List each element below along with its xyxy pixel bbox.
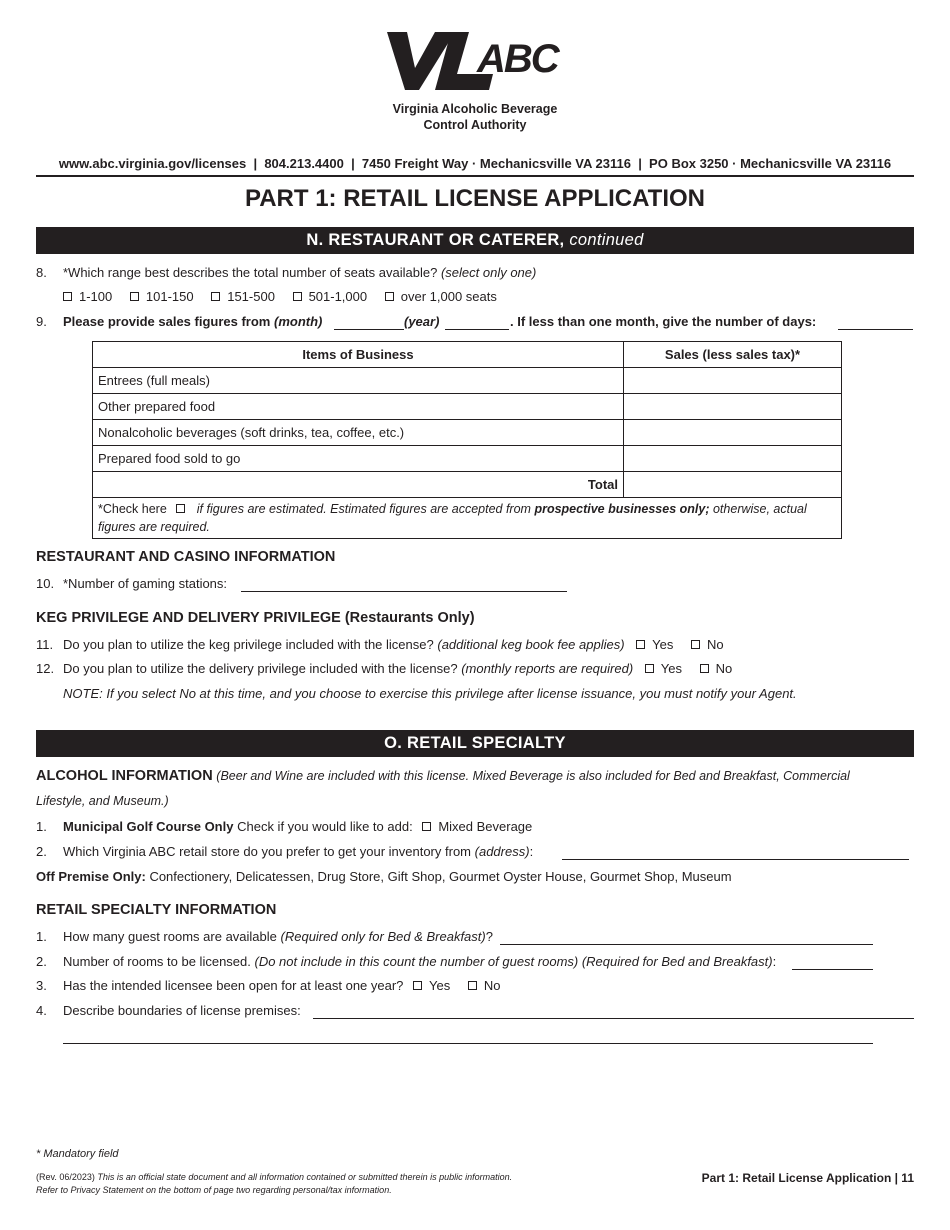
section-n-header [36, 227, 914, 254]
option-label: 151-500 [227, 289, 275, 304]
q11-text: Do you plan to utilize the keg privilege included with the license? [63, 637, 434, 652]
footer-notice-line1 [36, 1171, 512, 1184]
mandatory-note: * Mandatory field [36, 1148, 119, 1160]
seat-option-1[interactable] [63, 289, 112, 304]
q12-yes[interactable] [645, 661, 682, 676]
r2-text: Number of rooms to be licensed. [63, 954, 251, 969]
q9-month-label: (month) [274, 314, 323, 329]
q12-text: Do you plan to utilize the delivery privilege included with the license? [63, 661, 458, 676]
q12-question [63, 661, 732, 676]
o-q1-bold: Municipal Golf Course Only [63, 819, 234, 834]
year-label: (year) [404, 314, 440, 329]
note-text-end: otherwise, actual figures are required. [98, 502, 807, 534]
r2-hint: (Do not include in this count the number of guest rooms) (Required for Bed and Breakfast) [254, 954, 773, 969]
option-label: 101-150 [145, 289, 194, 304]
r1-hint: (Required only for Bed & Breakfast) [280, 929, 486, 944]
page-label: Part 1: Retail License Application | 11 [701, 1171, 914, 1185]
store-address-field[interactable] [562, 859, 909, 860]
footer-notice-line2: Refer to Privacy Statement on the bottom of page two regarding personal/tax information. [36, 1185, 392, 1195]
q8-question [63, 265, 536, 280]
q11-yes[interactable] [636, 637, 673, 652]
q9-text: Please provide sales figures from [63, 314, 271, 329]
o-q2-hint: (address) [474, 844, 530, 859]
off-premise-line [36, 869, 732, 884]
total-row [93, 472, 842, 498]
q9-days-text: . If less than one month, give the number of days: [510, 314, 817, 329]
checkbox[interactable] [413, 981, 422, 990]
year-field[interactable] [445, 329, 509, 330]
q9-year-label [404, 314, 439, 329]
q11-no[interactable] [691, 637, 724, 652]
guest-rooms-field[interactable] [500, 944, 873, 945]
r3-text: Has the intended licensee been open for at least one year? [63, 978, 404, 993]
off-premise-label: Off Premise Only: [36, 869, 146, 884]
q8-text: *Which range best describes the total number of seats available? [63, 265, 438, 280]
sales-input-cell[interactable] [624, 420, 842, 446]
seat-option-4[interactable] [293, 289, 368, 304]
page-title: PART 1: RETAIL LICENSE APPLICATION [244, 185, 706, 212]
section-o-title: O. RETAIL SPECIALTY [384, 734, 566, 752]
table-row [93, 420, 842, 446]
licensed-rooms-field[interactable] [792, 969, 873, 970]
q10-number: 10. [36, 576, 55, 591]
r3-number: 3. [36, 978, 47, 993]
table-row [93, 446, 842, 472]
sales-input-cell[interactable] [624, 368, 842, 394]
item-cell: Nonalcoholic beverages (soft drinks, tea, coffee, etc.) [93, 420, 624, 446]
option-label: over 1,000 seats [400, 289, 497, 304]
o-q1-question [63, 819, 532, 834]
alcohol-hint: (Beer and Wine are included with this license. Mixed Beverage is also included for Bed and Breakfast, Commercial [216, 769, 850, 783]
off-premise-text: Confectionery, Delicatessen, Drug Store, Gift Shop, Gourmet Oyster House, Gourmet Shop, Museum [149, 869, 732, 884]
q12-no[interactable] [700, 661, 733, 676]
r1-end: ? [485, 929, 493, 944]
checkbox[interactable] [645, 664, 654, 673]
checkbox[interactable] [63, 292, 72, 301]
seat-option-3[interactable] [211, 289, 275, 304]
svg-text:ABC: ABC [477, 37, 558, 81]
q11-hint: (additional keg book fee applies) [437, 637, 625, 652]
checkbox[interactable] [211, 292, 220, 301]
seat-option-5[interactable] [385, 289, 497, 304]
r4-number: 4. [36, 1003, 47, 1018]
keg-heading: KEG PRIVILEGE AND DELIVERY PRIVILEGE (Restaurants Only) [36, 610, 475, 626]
o-q2-text: Which Virginia ABC retail store do you prefer to get your inventory from [63, 844, 472, 859]
sales-input-cell[interactable] [624, 394, 842, 420]
q10-text: *Number of gaming stations: [63, 576, 228, 591]
header-rule [36, 175, 914, 177]
yes-label: Yes [660, 661, 682, 676]
o-q2-colon: : [529, 844, 534, 859]
keg-note: NOTE: If you select No at this time, and you choose to exercise this privilege after license issuance, you must notify your Agent. [63, 686, 797, 701]
checkbox[interactable] [422, 822, 431, 831]
table-row [93, 394, 842, 420]
header-sales: Sales (less sales tax)* [624, 342, 842, 368]
days-field[interactable] [838, 329, 913, 330]
q11-number: 11. [36, 637, 54, 652]
q8-options [63, 289, 511, 304]
note-bold: prospective businesses only; [534, 502, 710, 516]
month-field[interactable] [334, 329, 404, 330]
total-input-cell[interactable] [624, 472, 842, 498]
table-header-row [93, 342, 842, 368]
item-cell: Prepared food sold to go [93, 446, 624, 472]
q9-number: 9. [36, 314, 47, 329]
contact-info: www.abc.virginia.gov/licenses | 804.213.4400 | 7450 Freight Way · Mechanicsville VA 23116 | PO Box 3250 · Mechanicsville VA 23116 [58, 156, 892, 171]
estimate-checkbox[interactable] [176, 504, 185, 513]
o-q2-number: 2. [36, 844, 47, 859]
revision: (Rev. 06/2023) [36, 1172, 95, 1182]
estimate-note [93, 498, 842, 539]
r2-number: 2. [36, 954, 47, 969]
logo-graphic [385, 28, 565, 94]
yes-label: Yes [429, 978, 451, 993]
sales-table [92, 341, 842, 539]
q9-question [63, 314, 322, 329]
mixed-beverage-option[interactable] [422, 819, 532, 834]
total-label: Total [93, 472, 624, 498]
r3-yes[interactable] [413, 978, 450, 993]
r2-end: : [772, 954, 777, 969]
section-o-header [36, 730, 914, 757]
yes-label: Yes [652, 637, 674, 652]
no-label: No [707, 637, 724, 652]
org-name-line1: Virginia Alcoholic Beverage [392, 102, 558, 116]
r1-text: How many guest rooms are available [63, 929, 277, 944]
q11-question [63, 637, 724, 652]
o-q1-number: 1. [36, 819, 47, 834]
seat-option-2[interactable] [130, 289, 194, 304]
r2-question [63, 954, 776, 969]
option-label: 501-1,000 [308, 289, 368, 304]
q12-number: 12. [36, 661, 55, 676]
retail-info-heading: RETAIL SPECIALTY INFORMATION [36, 902, 277, 918]
r3-question [63, 978, 501, 993]
o-q2-question [63, 844, 533, 859]
boundaries-field-2[interactable] [63, 1043, 873, 1044]
estimate-note-row [93, 498, 842, 539]
note-text: if figures are estimated. Estimated figures are accepted from [196, 502, 531, 516]
no-label: No [483, 978, 501, 993]
section-n-title: N. RESTAURANT OR CATERER, [306, 231, 565, 249]
org-name-line2: Control Authority [423, 118, 527, 132]
item-cell: Entrees (full meals) [93, 368, 624, 394]
boundaries-field-1[interactable] [313, 1018, 914, 1019]
checkbox[interactable] [636, 640, 645, 649]
va-abc-logo [0, 28, 950, 94]
notice-1: This is an official state document and all information contained or submitted therein is public information. [97, 1172, 513, 1182]
header-items: Items of Business [93, 342, 624, 368]
casino-heading: RESTAURANT AND CASINO INFORMATION [36, 549, 336, 565]
q12-hint: (monthly reports are required) [461, 661, 634, 676]
gaming-stations-field[interactable] [241, 591, 567, 592]
r1-question [63, 929, 493, 944]
r3-no[interactable] [468, 978, 501, 993]
q8-number: 8. [36, 265, 47, 280]
item-cell: Other prepared food [93, 394, 624, 420]
checkbox[interactable] [385, 292, 394, 301]
o-q1-text: Check if you would like to add: [237, 819, 413, 834]
note-check-here: *Check here [98, 502, 167, 516]
alcohol-heading: ALCOHOL INFORMATION [36, 768, 213, 784]
checkbox[interactable] [293, 292, 302, 301]
checkbox[interactable] [468, 981, 477, 990]
alcohol-info-line2: Lifestyle, and Museum.) [36, 794, 169, 808]
option-label: Mixed Beverage [438, 819, 533, 834]
checkbox[interactable] [691, 640, 700, 649]
section-n-continued: continued [569, 231, 644, 249]
alcohol-info-line1 [36, 768, 850, 784]
no-label: No [715, 661, 733, 676]
option-label: 1-100 [79, 289, 113, 304]
r1-number: 1. [36, 929, 47, 944]
table-row [93, 368, 842, 394]
checkbox[interactable] [130, 292, 139, 301]
sales-input-cell[interactable] [624, 446, 842, 472]
checkbox[interactable] [700, 664, 709, 673]
q8-hint: (select only one) [440, 265, 537, 280]
r4-text: Describe boundaries of license premises: [63, 1003, 301, 1018]
